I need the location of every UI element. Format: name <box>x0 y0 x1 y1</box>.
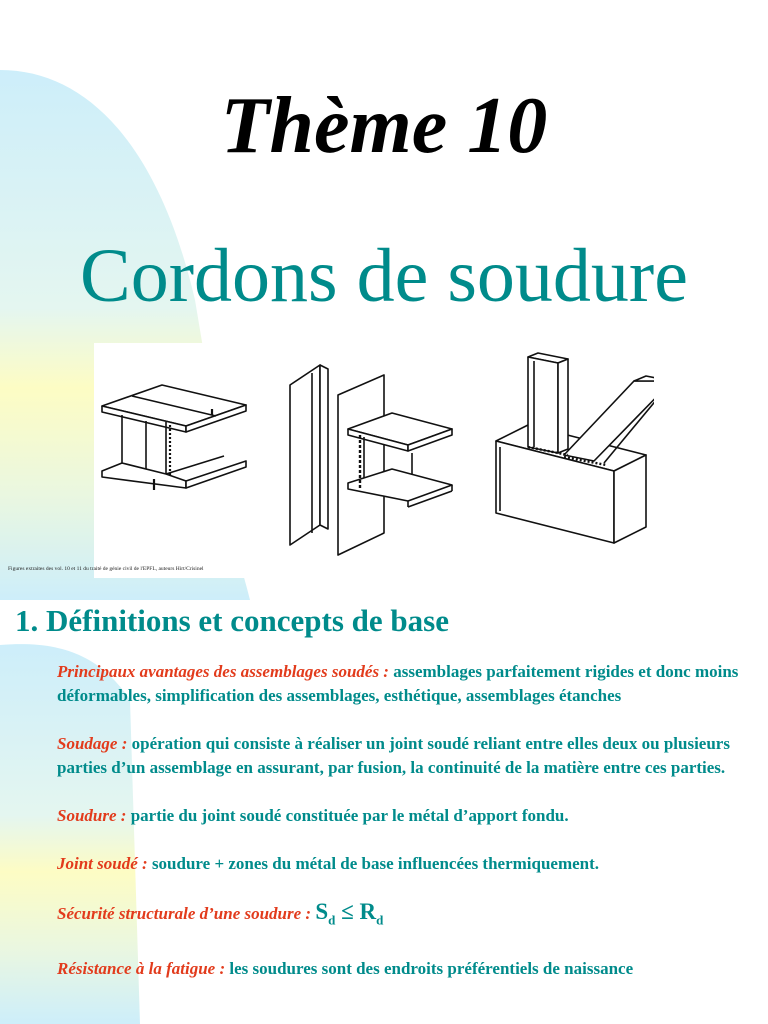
definition-term: Résistance à la fatigue : <box>57 958 226 978</box>
definition-item <box>57 804 757 828</box>
formula-r: R <box>359 899 377 924</box>
definition-item <box>57 957 757 981</box>
definition-text: opération qui consiste à réaliser un joint soudé reliant entre elles deux ou plusieurs parties d’un assemblage en assurant, par fusion, la continuité de la matière entre ces parties. <box>57 734 730 777</box>
column-beam-joint-drawing <box>290 365 452 555</box>
formula-s: S <box>315 899 329 924</box>
i-beam-butt-joint-drawing <box>102 385 246 490</box>
definition-text: partie du joint soudé constituée par le métal d’apport fondu. <box>126 806 569 825</box>
definition-text: assemblages parfaitement rigides et donc moins déformables, simplification des assemblages, esthétique, assemblages étanches <box>57 662 739 705</box>
figure-caption: Figures extraites des vol. 10 et 11 du traité de génie civil de l'EPFL, auteurs Hirt/Crisinel <box>8 566 204 572</box>
definition-text: soudure + zones du métal de base influencées thermiquement. <box>147 854 600 873</box>
definition-term: Sécurité structurale d’une soudure : <box>57 904 312 923</box>
definition-item <box>57 660 757 708</box>
definition-item <box>57 852 757 876</box>
definitions-list <box>57 660 757 1005</box>
safety-formula <box>315 899 384 928</box>
definition-item <box>57 900 757 933</box>
hollow-section-joint-drawing <box>496 353 654 543</box>
definition-term: Soudage : <box>57 734 128 753</box>
definition-text: les soudures sont des endroits préférentiels de naissance <box>225 958 634 978</box>
section-heading: 1. Définitions et concepts de base <box>15 603 449 638</box>
definition-term: Joint soudé : <box>57 854 148 873</box>
page-subtitle: Cordons de soudure <box>80 234 688 318</box>
formula-s-sub: d <box>328 912 336 928</box>
weld-joints-figure <box>94 343 654 578</box>
page-title: Thème 10 <box>220 82 548 170</box>
definition-term: Principaux avantages des assemblages soudés : <box>57 662 389 681</box>
formula-operator: ≤ <box>341 899 354 924</box>
definition-item <box>57 732 757 780</box>
formula-r-sub: d <box>376 912 384 928</box>
definition-term: Soudure : <box>57 806 127 825</box>
